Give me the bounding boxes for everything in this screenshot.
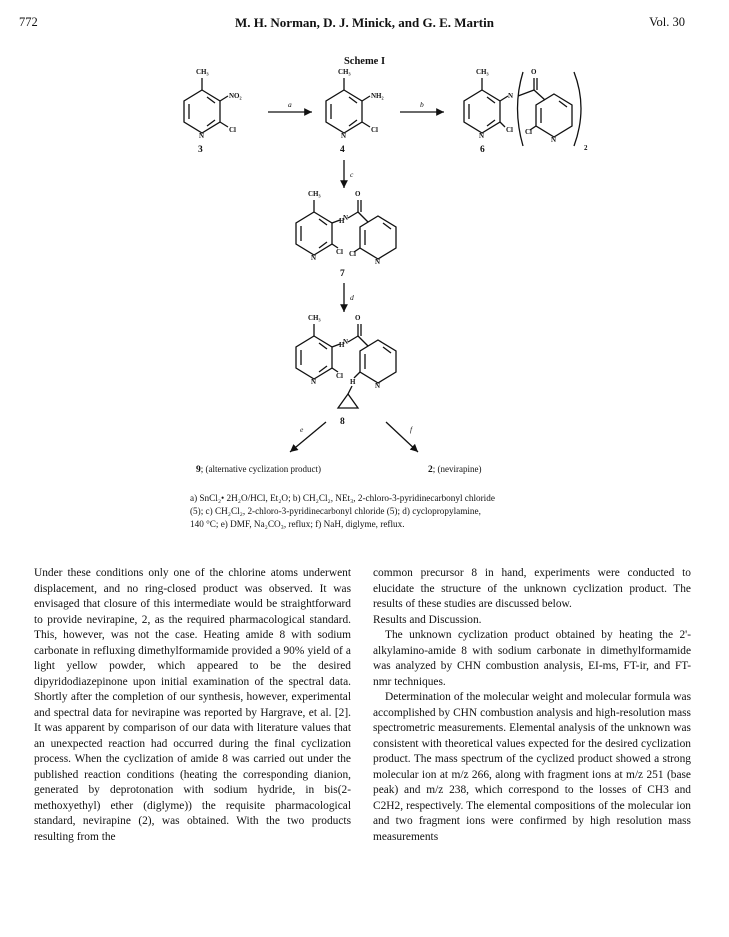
- label-cl: Cl: [506, 126, 513, 134]
- label-ch3: CH₃: [338, 68, 351, 76]
- body-paragraph: Under these conditions only one of the chlorine atoms underwent displacement, and no ring-closed product was observed. It was envisaged that closure of this intermediate would be straightforward to provide nevirapine, 2, as the required pharmacological standard. This, however, was not the case. Heating amide 8 with sodium carbonate in refluxing dimethylformamide provided a 90% yield of a light yellow powder, which appeared to be the desired dipyridodiazepinone upon initial examination of the spectral data. Shortly after the completion of our synthesis, however, experimental and spectral data for nevirapine was reported by Hargrave, et al. [2]. It was apparent by comparison of our data with literature values that an unexpected reaction had occurred during the final cyclization process. When the cyclization of amide 8 was carried out under the published reaction conditions (heating the corresponding dianion, generated by deprotonation with sodium hydride, in bis(2-methoxyethyl) ether (diglyme)) the requisite pharmacological standard, nevirapine (2), was obtained. With the two products resulting from the: [34, 567, 351, 843]
- label-h: H: [339, 341, 345, 349]
- label-h: H: [339, 217, 345, 225]
- label-n: N: [375, 382, 381, 390]
- compound-7-structure: [296, 200, 396, 259]
- label-n: N: [343, 338, 349, 346]
- label-no2: NO₂: [229, 92, 242, 100]
- label-n: N: [375, 258, 381, 266]
- label-n: N: [311, 378, 317, 386]
- label-n: N: [199, 132, 205, 140]
- label-nh2: NH₂: [371, 92, 384, 100]
- label-cl: Cl: [525, 128, 532, 136]
- label-cl: Cl: [229, 126, 236, 134]
- conditions-line: a) SnCl₂• 2H₂O/HCl, Et₂O; b) CH₂Cl₂, NEt₃, 2-chloro-3-pyridinecarbonyl chloride: [190, 493, 495, 503]
- product-alternative-label: 9; (alternative cyclization product): [196, 464, 321, 475]
- scheme-title: Scheme I: [343, 56, 386, 67]
- label-n: N: [311, 254, 317, 262]
- body-paragraph: common precursor 8 in hand, experiments were conducted to elucidate the structure of the unknown cyclization product. The results of these studies are discussed below.: [373, 567, 691, 610]
- left-column: [34, 566, 351, 845]
- label-n: N: [551, 136, 557, 144]
- compound-8-structure: [296, 324, 396, 408]
- arrow-step-e: [290, 422, 326, 452]
- label-cl: Cl: [349, 250, 356, 258]
- right-column: [373, 566, 691, 845]
- step-label-b: b: [420, 100, 424, 109]
- label-n: N: [508, 92, 514, 100]
- arrow-step-f: [386, 422, 418, 452]
- reaction-conditions: [190, 492, 590, 532]
- label-n: N: [479, 132, 485, 140]
- label-cl: Cl: [336, 372, 343, 380]
- step-label-c: c: [350, 170, 354, 179]
- step-label-e: e: [300, 425, 304, 434]
- label-n: N: [343, 214, 349, 222]
- label-subscript-2: 2: [584, 144, 588, 152]
- step-label-d: d: [350, 293, 354, 302]
- compound-number-4: 4: [340, 145, 345, 155]
- section-heading: Results and Discussion.: [373, 613, 482, 626]
- journal-volume: Vol. 30: [649, 15, 685, 29]
- label-o: O: [355, 190, 361, 198]
- label-ch3: CH₃: [476, 68, 489, 76]
- product-nevirapine-label: 2; (nevirapine): [428, 464, 482, 475]
- body-paragraph: Determination of the molecular weight and molecular formula was accomplished by CHN combustion analysis and high-resolution mass spectrometric measurements. Elemental analysis of the unknown was consistent with theoretical values expected for the desired cyclization product. The mass spectrum of the cyclized product showed a strong molecular ion at m/z 266, along with fragment ions at m/z 251 (base peak) and m/z 238, which correspond to the losses of CH3 and C2H2, respectively. The elemental compositions of the molecular ion and two fragment ions were confirmed by high resolution mass measurements: [373, 691, 691, 843]
- running-header-authors: M. H. Norman, D. J. Minick, and G. E. Martin: [235, 15, 494, 30]
- label-ch3: CH₃: [308, 190, 321, 198]
- conditions-line: (5); c) CH₂Cl₂, 2-chloro-3-pyridinecarbonyl chloride (5); d) cyclopropylamine,: [190, 506, 481, 517]
- conditions-line: 140 °C; e) DMF, Na₂CO₃, reflux; f) NaH, diglyme, reflux.: [190, 519, 405, 530]
- compound-number-6: 6: [480, 145, 485, 155]
- compound-4-structure: [326, 78, 370, 133]
- label-cl: Cl: [336, 248, 343, 256]
- label-ch3: CH₃: [196, 68, 209, 76]
- label-n: N: [341, 132, 347, 140]
- label-ch3: CH₃: [308, 314, 321, 322]
- compound-number-8: 8: [340, 417, 345, 427]
- body-paragraph: The unknown cyclization product obtained by heating the 2'-alkylamino-amide 8 with sodium carbonate in dimethylformamide was analyzed by CHN combustion analysis, EI-ms, FT-ir, and FT-nmr techniques.: [373, 629, 691, 688]
- compound-number-3: 3: [198, 145, 203, 155]
- compound-number-7: 7: [340, 269, 345, 279]
- reaction-scheme: [0, 60, 729, 490]
- page-number: 772: [19, 15, 38, 29]
- compound-3-structure: [184, 78, 228, 133]
- label-o: O: [531, 68, 537, 76]
- label-h: H: [350, 378, 356, 386]
- label-cl: Cl: [371, 126, 378, 134]
- label-o: O: [355, 314, 361, 322]
- step-label-a: a: [288, 100, 292, 109]
- step-label-f: f: [410, 425, 413, 434]
